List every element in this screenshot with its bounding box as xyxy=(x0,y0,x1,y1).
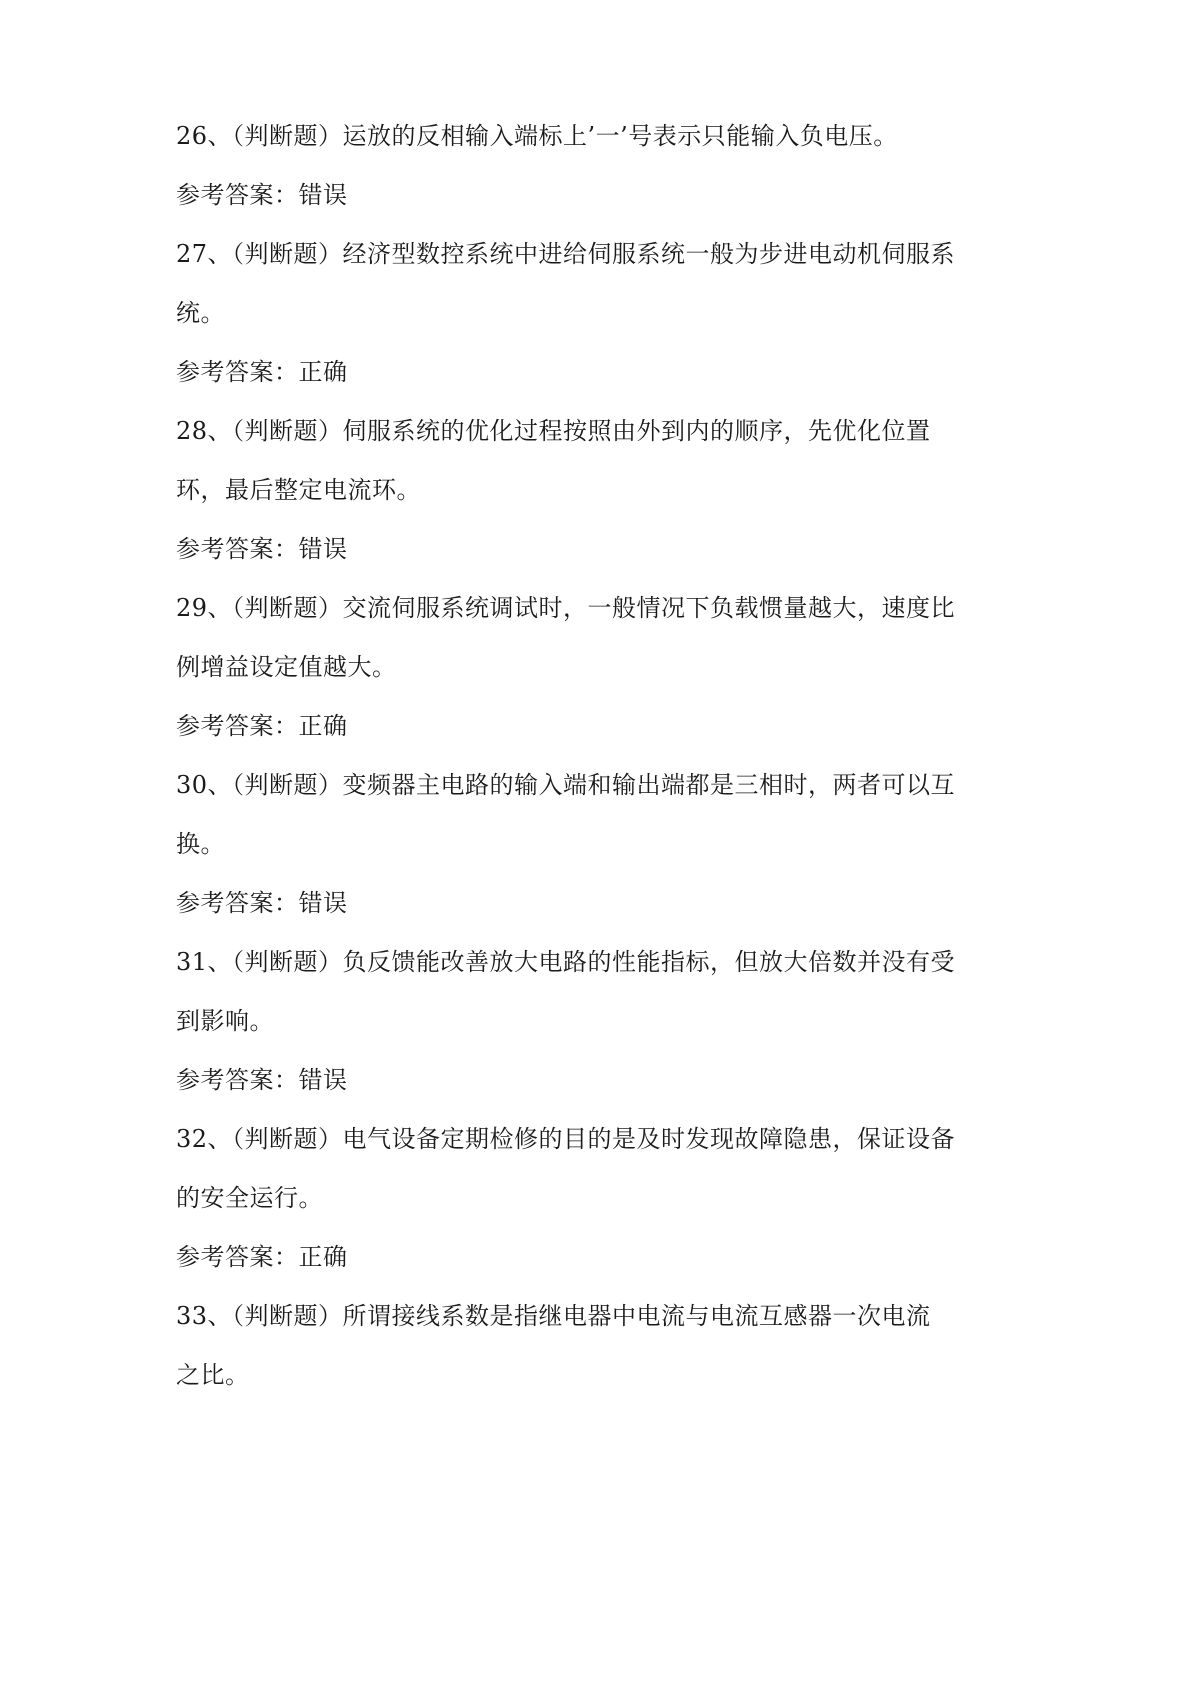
question-28-continuation xyxy=(176,473,421,507)
question-number: 31、 xyxy=(176,948,233,976)
answer-value: 正确 xyxy=(298,358,348,386)
answer-label: 参考答案： xyxy=(176,535,299,563)
question-text: 所谓接线系数是指继电器中电流与电流互感器一次电流 xyxy=(342,1302,931,1330)
question-text: 统。 xyxy=(176,299,225,327)
question-text: 负反馈能改善放大电路的性能指标，但放大倍数并没有受 xyxy=(342,948,956,976)
answer-29 xyxy=(176,709,348,743)
question-27 xyxy=(176,237,955,271)
answer-label: 参考答案： xyxy=(176,181,299,209)
answer-label: 参考答案： xyxy=(176,1066,299,1094)
question-text: 运放的反相输入端标上’一’号表示只能输入负电压。 xyxy=(342,122,898,150)
question-text: 经济型数控系统中进给伺服系统一般为步进电动机伺服系 xyxy=(342,240,956,268)
question-text: 换。 xyxy=(176,830,225,858)
question-text: 之比。 xyxy=(176,1361,250,1389)
question-type: （判断题） xyxy=(232,948,343,976)
question-30-continuation xyxy=(176,827,225,861)
question-27-continuation xyxy=(176,296,225,330)
question-31 xyxy=(176,945,955,979)
answer-27 xyxy=(176,355,348,389)
question-type: （判断题） xyxy=(232,240,343,268)
question-text: 例增益设定值越大。 xyxy=(176,653,397,681)
question-type: （判断题） xyxy=(232,122,343,150)
question-number: 28、 xyxy=(176,417,233,445)
answer-value: 错误 xyxy=(298,1066,348,1094)
answer-value: 正确 xyxy=(298,712,348,740)
answer-label: 参考答案： xyxy=(176,358,299,386)
question-number: 27、 xyxy=(176,240,233,268)
answer-value: 错误 xyxy=(298,889,348,917)
question-30 xyxy=(176,768,955,802)
question-32 xyxy=(176,1122,955,1156)
question-text: 伺服系统的优化过程按照由外到内的顺序，先优化位置 xyxy=(342,417,931,445)
answer-label: 参考答案： xyxy=(176,889,299,917)
question-type: （判断题） xyxy=(232,771,343,799)
question-number: 33、 xyxy=(176,1302,233,1330)
question-29-continuation xyxy=(176,650,397,684)
answer-label: 参考答案： xyxy=(176,1243,299,1271)
question-type: （判断题） xyxy=(232,1125,343,1153)
question-type: （判断题） xyxy=(232,417,343,445)
answer-32 xyxy=(176,1240,348,1274)
question-text: 交流伺服系统调试时，一般情况下负载惯量越大，速度比 xyxy=(342,594,956,622)
question-33 xyxy=(176,1299,931,1333)
answer-30 xyxy=(176,886,348,920)
question-text: 环，最后整定电流环。 xyxy=(176,476,421,504)
answer-31 xyxy=(176,1063,348,1097)
answer-value: 正确 xyxy=(298,1243,348,1271)
question-31-continuation xyxy=(176,1004,274,1038)
question-number: 32、 xyxy=(176,1125,233,1153)
question-text: 的安全运行。 xyxy=(176,1184,323,1212)
question-text: 电气设备定期检修的目的是及时发现故障隐患，保证设备 xyxy=(342,1125,956,1153)
question-28 xyxy=(176,414,931,448)
question-type: （判断题） xyxy=(232,1302,343,1330)
question-type: （判断题） xyxy=(232,594,343,622)
question-number: 26、 xyxy=(176,122,233,150)
question-33-continuation xyxy=(176,1358,250,1392)
question-29 xyxy=(176,591,955,625)
question-number: 30、 xyxy=(176,771,233,799)
answer-26 xyxy=(176,178,348,212)
answer-label: 参考答案： xyxy=(176,712,299,740)
question-32-continuation xyxy=(176,1181,323,1215)
answer-value: 错误 xyxy=(298,535,348,563)
answer-28 xyxy=(176,532,348,566)
question-text: 到影响。 xyxy=(176,1007,274,1035)
question-26 xyxy=(176,119,898,153)
answer-value: 错误 xyxy=(298,181,348,209)
question-number: 29、 xyxy=(176,594,233,622)
question-text: 变频器主电路的输入端和输出端都是三相时，两者可以互 xyxy=(342,771,956,799)
